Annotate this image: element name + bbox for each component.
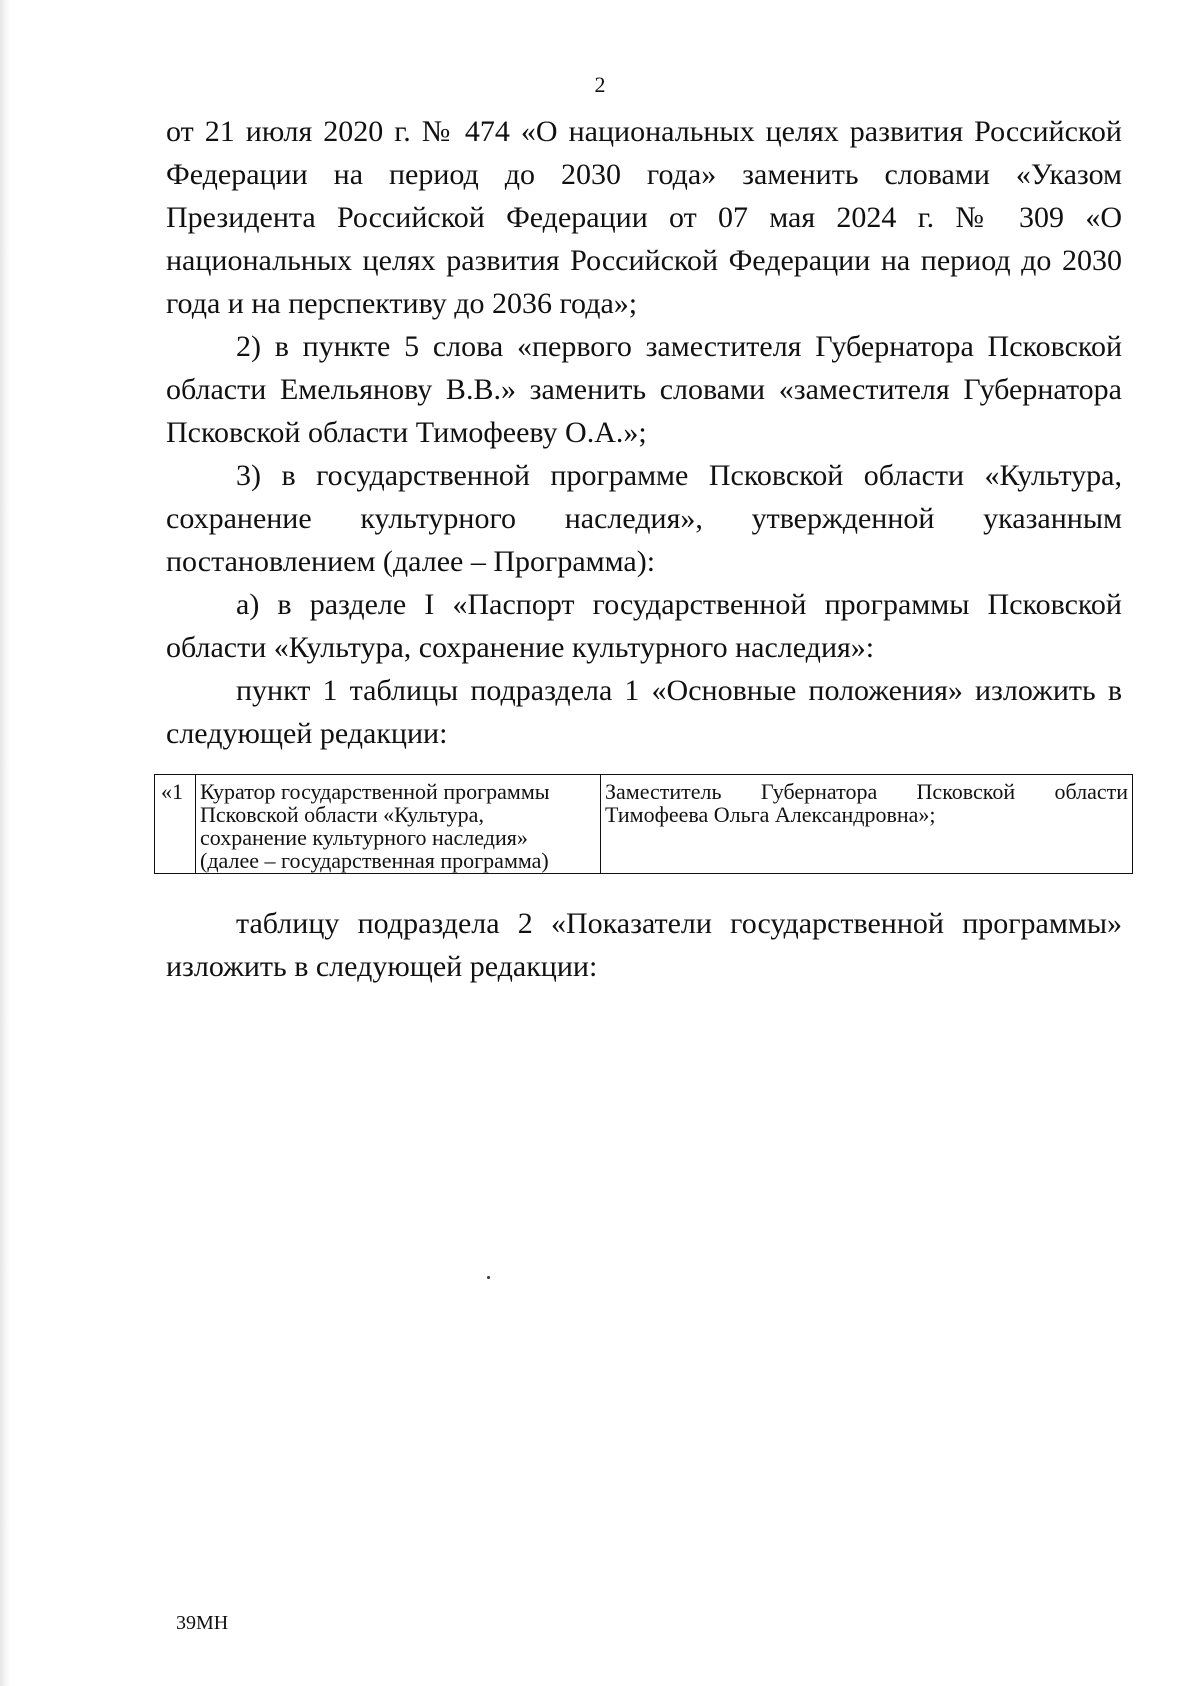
- paragraph: пункт 1 таблицы подраздела 1 «Основные положения» изложить в следующей редакции:: [166, 674, 1122, 750]
- paragraph: таблицу подраздела 2 «Показатели государственной программы» изложить в следующей редакции:: [166, 907, 1122, 983]
- paragraph: 3) в государственной программе Псковской области «Культура, сохранение культурного наследия», утвержденной указанным постановлением (далее – Программа):: [166, 459, 1122, 578]
- paragraph: а) в разделе I «Паспорт государственной программы Псковской области «Культура, сохранение культурного наследия»:: [166, 588, 1122, 664]
- table-row: [155, 775, 1133, 874]
- table-cell-label: [196, 775, 601, 874]
- paragraph: от 21 июля 2020 г. № 474 «О национальных целях развития Российской Федерации на период до 2030 года» заменить словами «Указом Президента Российской Федерации от 07 мая 2024 г. № 309 «О национальных целях развития Российской Федерации на период до 2030 года и на перспективу до 2036 года»;: [166, 115, 1122, 320]
- footer-code: 39МН: [176, 1612, 229, 1634]
- page-number: 2: [594, 72, 606, 97]
- table-cell-number: «1: [155, 775, 196, 874]
- amendment-table: [154, 774, 1133, 874]
- label-line: (далее – государственная программа): [200, 848, 549, 873]
- paragraph: 2) в пункте 5 слова «первого заместителя Губернатора Псковской области Емельянову В.В.» заменить словами «заместителя Губернатора Псковской области Тимофееву О.А.»;: [166, 330, 1122, 449]
- scan-edge-shading: [0, 0, 10, 1686]
- scan-speck: [487, 1276, 490, 1279]
- body-text-bottom: [166, 902, 1122, 988]
- label-line: Куратор государственной программы: [200, 779, 550, 804]
- label-line: Псковской области «Культура,: [200, 802, 484, 827]
- body-text-top: [166, 110, 1122, 755]
- table-cell-value: Заместитель Губернатора Псковской области Тимофеева Ольга Александровна»;: [601, 775, 1133, 874]
- label-line: сохранение культурного наследия»: [200, 825, 528, 850]
